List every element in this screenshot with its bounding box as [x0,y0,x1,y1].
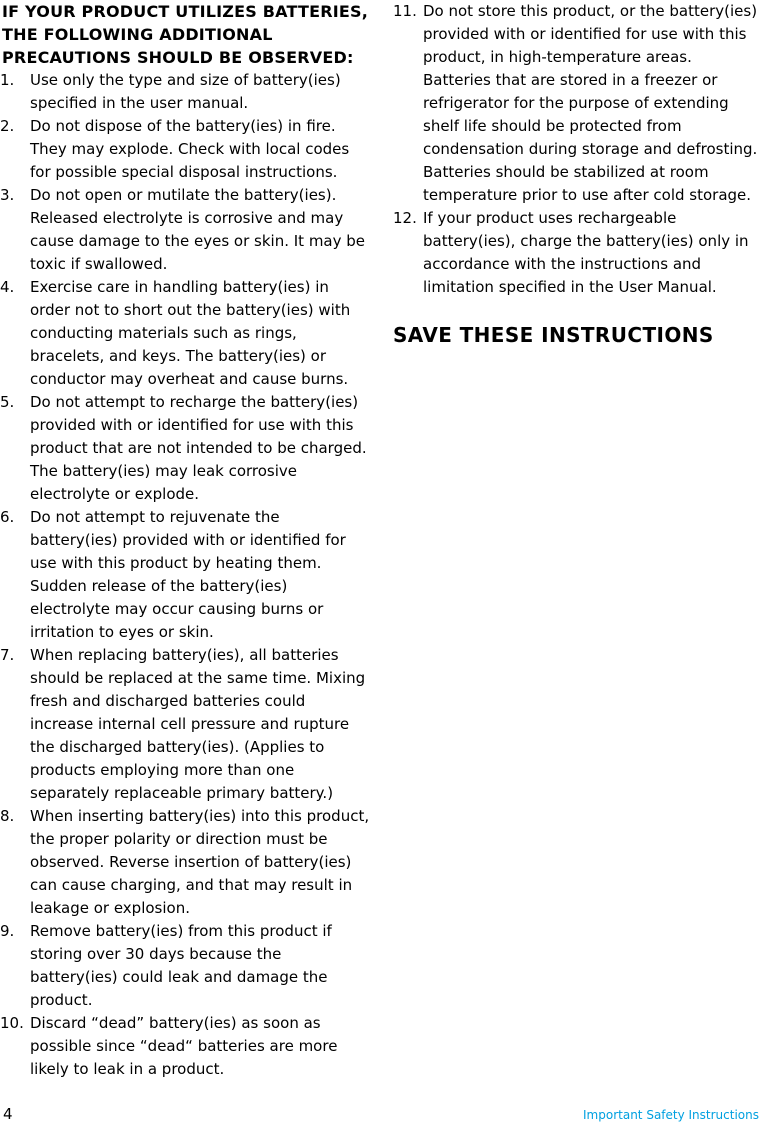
item-text: When inserting battery(ies) into this product, the proper polarity or direction must be observed. Reverse insertion of battery(ies) can cause charging, and that may result in leakage or explosion. [30,807,370,917]
item-number: 9. [0,922,15,940]
item-number: 6. [0,508,15,526]
item-number: 2. [0,117,15,135]
item-number: 12. [393,209,417,227]
precaution-item [393,0,761,207]
item-number: 3. [0,186,15,204]
item-number: 7. [0,646,15,664]
precaution-item [0,69,370,115]
footer-section-title: Important Safety Instructions [583,1108,759,1122]
precaution-item [0,115,370,184]
precaution-item [0,1012,370,1081]
item-text: Do not dispose of the battery(ies) in fire. They may explode. Check with local codes for possible special disposal instructions. [30,117,350,181]
item-text: When replacing battery(ies), all batteries should be replaced at the same time. Mixing fresh and discharged batteries could increase internal cell pressure and rupture the discharged battery(ies). (Applies to products employing more than one separately replaceable primary battery.) [30,646,366,802]
item-text: Do not store this product, or the battery(ies) provided with or identified for use with this product, in high-temperature areas. Batteries that are stored in a freezer or refrigerator for the purpose of extending shelf life should be protected from condensation during storage and defrosting. Batteries should be stabilized at room temperature prior to use after cold storage. [423,2,758,204]
precaution-item [0,184,370,276]
precaution-item [0,391,370,506]
precaution-item [0,506,370,644]
battery-precautions-heading: IF YOUR PRODUCT UTILIZES BATTERIES, THE FOLLOWING ADDITIONAL PRECAUTIONS SHOULD BE OBSERVED: [2,2,368,67]
item-number: 8. [0,807,15,825]
left-column [0,0,370,1081]
item-number: 5. [0,393,15,411]
item-text: If your product uses rechargeable battery(ies), charge the battery(ies) only in accordance with the instructions and limitation specified in the User Manual. [423,209,749,296]
precautions-list-left [0,69,370,1081]
item-number: 4. [0,278,15,296]
item-number: 11. [393,2,417,20]
item-text: Do not attempt to recharge the battery(ies) provided with or identified for use with this product that are not intended to be charged. The battery(ies) may leak corrosive electrolyte or explode. [30,393,367,503]
save-instructions-heading: SAVE THESE INSTRUCTIONS [393,323,714,347]
right-column [393,0,761,349]
item-text: Use only the type and size of battery(ies) specified in the user manual. [30,71,341,112]
item-number: 10. [0,1014,24,1032]
precaution-item [0,644,370,805]
item-text: Discard “dead” battery(ies) as soon as possible since “dead“ batteries are more likely to leak in a product. [30,1014,338,1078]
precaution-item [0,920,370,1012]
item-text: Do not attempt to rejuvenate the battery(ies) provided with or identified for use with this product by heating them. Sudden release of the battery(ies) electrolyte may occur causing burns or irritation to eyes or skin. [30,508,346,641]
item-text: Exercise care in handling battery(ies) in order not to short out the battery(ies) with conducting materials such as rings, bracelets, and keys. The battery(ies) or conductor may overheat and cause burns. [30,278,351,388]
page-number: 4 [3,1105,13,1123]
item-number: 1. [0,71,15,89]
precaution-item [0,276,370,391]
precautions-list-right [393,0,761,299]
precaution-item [0,805,370,920]
item-text: Remove battery(ies) from this product if storing over 30 days because the battery(ies) could leak and damage the product. [30,922,332,1009]
precaution-item [393,207,761,299]
item-text: Do not open or mutilate the battery(ies). Released electrolyte is corrosive and may cause damage to the eyes or skin. It may be toxic if swallowed. [30,186,366,273]
